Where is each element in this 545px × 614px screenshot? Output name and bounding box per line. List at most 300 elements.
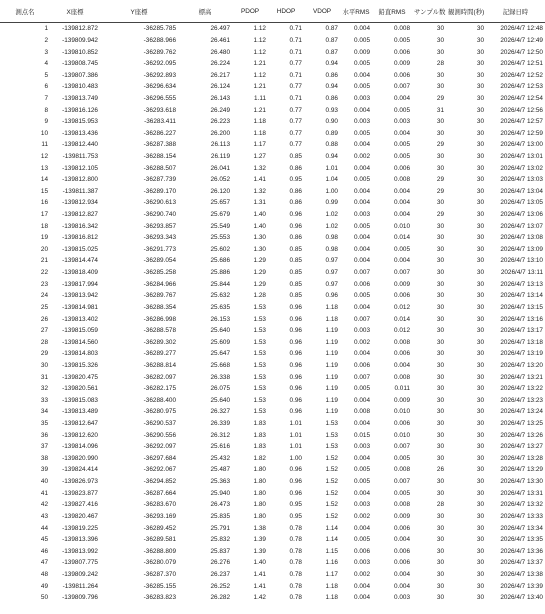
cell-sample-count: 30 <box>436 396 444 404</box>
cell-y-coord: -36288.400 <box>143 396 176 404</box>
cell-observation-time: 30 <box>476 176 484 184</box>
cell-vdop: 1.52 <box>325 512 338 520</box>
cell-record-datetime: 2026/4/7 13:15 <box>500 303 543 311</box>
cell-elevation: 25.835 <box>210 512 230 520</box>
cell-vertical-rms: 0.004 <box>394 582 410 590</box>
cell-vertical-rms: 0.014 <box>394 234 410 242</box>
cell-point-name: 25 <box>40 303 48 311</box>
cell-record-datetime: 2026/4/7 13:05 <box>500 199 543 207</box>
cell-hdop: 0.71 <box>289 71 302 79</box>
cell-vertical-rms: 0.004 <box>394 570 410 578</box>
cell-vertical-rms: 0.005 <box>394 36 410 44</box>
cell-x-coord: -139820.475 <box>62 373 98 381</box>
cell-hdop: 0.78 <box>289 570 302 578</box>
table-row <box>0 232 545 244</box>
cell-y-coord: -36283.670 <box>143 501 176 509</box>
cell-x-coord: -139814.560 <box>62 338 98 346</box>
cell-y-coord: -36289.452 <box>143 524 176 532</box>
cell-sample-count: 30 <box>436 431 444 439</box>
cell-observation-time: 30 <box>476 141 484 149</box>
cell-y-coord: -36292.893 <box>143 71 176 79</box>
cell-record-datetime: 2026/4/7 12:59 <box>500 129 543 137</box>
cell-hdop: 0.86 <box>289 234 302 242</box>
cell-vertical-rms: 0.007 <box>394 83 410 91</box>
cell-horizontal-rms: 0.004 <box>354 396 370 404</box>
cell-hdop: 0.96 <box>289 338 302 346</box>
cell-record-datetime: 2026/4/7 13:22 <box>500 385 543 393</box>
cell-elevation: 26.153 <box>210 315 230 323</box>
cell-y-coord: -36289.762 <box>143 48 176 56</box>
cell-record-datetime: 2026/4/7 13:13 <box>500 280 543 288</box>
cell-point-name: 5 <box>44 71 48 79</box>
cell-point-name: 42 <box>40 501 48 509</box>
cell-hdop: 0.85 <box>289 292 302 300</box>
cell-record-datetime: 2026/4/7 13:06 <box>500 211 543 219</box>
cell-observation-time: 30 <box>476 269 484 277</box>
cell-elevation: 26.217 <box>210 71 230 79</box>
table-row <box>0 209 545 221</box>
cell-vertical-rms: 0.005 <box>394 153 410 160</box>
cell-x-coord: -139812.620 <box>62 431 98 439</box>
cell-vertical-rms: 0.008 <box>394 338 410 346</box>
table-row <box>0 174 545 186</box>
header-observation-time: 観測時間(秒) <box>446 0 486 23</box>
cell-hdop: 0.96 <box>289 303 302 311</box>
cell-pdop: 1.12 <box>253 48 266 56</box>
cell-record-datetime: 2026/4/7 13:04 <box>500 187 543 195</box>
cell-horizontal-rms: 0.005 <box>354 83 370 91</box>
cell-pdop: 1.41 <box>253 570 266 578</box>
cell-pdop: 1.21 <box>253 83 266 91</box>
cell-hdop: 0.95 <box>289 501 302 509</box>
cell-vertical-rms: 0.005 <box>394 106 410 114</box>
cell-sample-count: 30 <box>436 443 444 451</box>
cell-record-datetime: 2026/4/7 12:52 <box>500 71 543 79</box>
cell-record-datetime: 2026/4/7 13:10 <box>500 257 543 265</box>
cell-point-name: 3 <box>44 48 48 56</box>
cell-elevation: 25.632 <box>210 292 230 300</box>
table-row <box>0 81 545 93</box>
table-row <box>0 197 545 209</box>
cell-sample-count: 30 <box>436 280 444 288</box>
cell-vertical-rms: 0.006 <box>394 164 410 172</box>
cell-hdop: 0.77 <box>289 129 302 137</box>
cell-sample-count: 30 <box>436 71 444 79</box>
cell-record-datetime: 2026/4/7 13:18 <box>500 338 543 346</box>
cell-point-name: 8 <box>44 106 48 114</box>
cell-elevation: 26.075 <box>210 385 230 393</box>
cell-observation-time: 30 <box>476 582 484 590</box>
cell-vdop: 0.87 <box>325 36 338 44</box>
cell-hdop: 0.96 <box>289 408 302 416</box>
cell-pdop: 1.53 <box>253 373 266 381</box>
cell-pdop: 1.41 <box>253 176 266 184</box>
cell-x-coord: -139811.753 <box>62 153 98 160</box>
cell-observation-time: 30 <box>476 129 484 137</box>
cell-horizontal-rms: 0.003 <box>354 559 370 567</box>
cell-record-datetime: 2026/4/7 13:01 <box>500 153 543 160</box>
cell-vertical-rms: 0.004 <box>394 187 410 195</box>
cell-record-datetime: 2026/4/7 13:38 <box>500 570 543 578</box>
cell-vertical-rms: 0.005 <box>394 454 410 462</box>
cell-vertical-rms: 0.004 <box>394 211 410 219</box>
table-row <box>0 139 545 151</box>
cell-vertical-rms: 0.005 <box>394 141 410 149</box>
cell-y-coord: -36288.966 <box>143 36 176 44</box>
cell-point-name: 50 <box>40 594 48 602</box>
table-row <box>0 348 545 360</box>
cell-point-name: 48 <box>40 570 48 578</box>
cell-horizontal-rms: 0.005 <box>354 36 370 44</box>
cell-x-coord: -139812.827 <box>62 211 98 219</box>
cell-elevation: 25.686 <box>210 257 230 265</box>
table-row <box>0 429 545 441</box>
cell-x-coord: -139813.489 <box>62 408 98 416</box>
cell-sample-count: 30 <box>436 373 444 381</box>
cell-hdop: 0.78 <box>289 582 302 590</box>
table-row <box>0 104 545 116</box>
cell-point-name: 39 <box>40 466 48 474</box>
cell-observation-time: 30 <box>476 373 484 381</box>
cell-point-name: 45 <box>40 536 48 544</box>
cell-hdop: 0.78 <box>289 536 302 544</box>
cell-elevation: 26.276 <box>210 559 230 567</box>
table-row <box>0 441 545 453</box>
cell-point-name: 44 <box>40 524 48 532</box>
cell-horizontal-rms: 0.008 <box>354 408 370 416</box>
table-row <box>0 336 545 348</box>
cell-pdop: 1.11 <box>254 94 266 102</box>
cell-sample-count: 30 <box>436 489 444 497</box>
cell-elevation: 25.668 <box>210 361 230 369</box>
cell-horizontal-rms: 0.005 <box>354 60 370 68</box>
cell-pdop: 1.32 <box>253 164 266 172</box>
cell-observation-time: 30 <box>476 385 484 393</box>
cell-vdop: 0.89 <box>325 129 338 137</box>
cell-y-coord: -36286.227 <box>143 129 176 137</box>
cell-vertical-rms: 0.007 <box>394 478 410 486</box>
cell-horizontal-rms: 0.003 <box>354 118 370 126</box>
cell-point-name: 41 <box>40 489 48 497</box>
cell-vertical-rms: 0.004 <box>394 129 410 137</box>
cell-pdop: 1.28 <box>253 292 266 300</box>
cell-horizontal-rms: 0.004 <box>354 303 370 311</box>
cell-pdop: 1.18 <box>253 118 266 126</box>
cell-x-coord: -139813.992 <box>62 547 98 555</box>
cell-hdop: 0.78 <box>289 594 302 602</box>
table-row <box>0 499 545 511</box>
cell-elevation: 26.224 <box>210 60 230 68</box>
cell-horizontal-rms: 0.004 <box>354 199 370 207</box>
cell-x-coord: -139812.872 <box>62 25 98 33</box>
cell-horizontal-rms: 0.003 <box>354 443 370 451</box>
cell-pdop: 1.12 <box>253 36 266 44</box>
table-row <box>0 302 545 314</box>
cell-sample-count: 30 <box>436 420 444 428</box>
cell-point-name: 22 <box>40 269 48 277</box>
cell-sample-count: 30 <box>436 118 444 126</box>
cell-horizontal-rms: 0.004 <box>354 489 370 497</box>
cell-y-coord: -36290.556 <box>143 431 176 439</box>
cell-vertical-rms: 0.006 <box>394 71 410 79</box>
cell-elevation: 26.473 <box>210 501 230 509</box>
cell-vdop: 1.18 <box>325 594 338 602</box>
cell-elevation: 25.609 <box>210 338 230 346</box>
cell-record-datetime: 2026/4/7 13:28 <box>500 454 543 462</box>
cell-observation-time: 30 <box>476 211 484 219</box>
cell-observation-time: 30 <box>476 222 484 230</box>
cell-observation-time: 30 <box>476 327 484 335</box>
cell-y-coord: -36293.857 <box>143 222 176 230</box>
cell-y-coord: -36289.054 <box>143 257 176 265</box>
cell-vdop: 1.52 <box>325 454 338 462</box>
cell-vertical-rms: 0.006 <box>394 524 410 532</box>
cell-horizontal-rms: 0.004 <box>354 594 370 602</box>
cell-hdop: 0.96 <box>289 396 302 404</box>
cell-observation-time: 30 <box>476 466 484 474</box>
cell-observation-time: 30 <box>476 83 484 91</box>
cell-horizontal-rms: 0.007 <box>354 315 370 323</box>
cell-point-name: 13 <box>40 164 48 172</box>
cell-sample-count: 30 <box>436 257 444 265</box>
cell-vdop: 0.97 <box>325 280 338 288</box>
cell-x-coord: -139826.973 <box>62 478 98 486</box>
cell-vertical-rms: 0.014 <box>394 315 410 323</box>
cell-sample-count: 30 <box>436 582 444 590</box>
table-row <box>0 69 545 81</box>
cell-sample-count: 30 <box>436 129 444 137</box>
cell-vdop: 1.19 <box>325 350 338 358</box>
cell-vertical-rms: 0.003 <box>394 118 410 126</box>
cell-pdop: 1.53 <box>253 385 266 393</box>
cell-vertical-rms: 0.003 <box>394 594 410 602</box>
cell-hdop: 0.85 <box>289 245 302 253</box>
cell-horizontal-rms: 0.004 <box>354 582 370 590</box>
cell-vertical-rms: 0.008 <box>394 176 410 184</box>
cell-hdop: 0.96 <box>289 327 302 335</box>
cell-elevation: 26.327 <box>210 408 230 416</box>
cell-hdop: 0.77 <box>289 118 302 126</box>
cell-observation-time: 30 <box>476 36 484 44</box>
cell-elevation: 25.635 <box>210 303 230 311</box>
cell-observation-time: 30 <box>476 559 484 567</box>
cell-hdop: 0.96 <box>289 222 302 230</box>
cell-x-coord: -139818.409 <box>62 269 98 277</box>
cell-x-coord: -139811.264 <box>62 582 98 590</box>
cell-y-coord: -36287.739 <box>143 176 176 184</box>
cell-vdop: 1.53 <box>325 420 338 428</box>
cell-x-coord: -139819.225 <box>62 524 98 532</box>
cell-hdop: 0.86 <box>289 187 302 195</box>
cell-point-name: 11 <box>41 141 48 149</box>
cell-point-name: 18 <box>40 222 48 230</box>
cell-hdop: 0.77 <box>289 106 302 114</box>
cell-elevation: 26.497 <box>210 25 230 33</box>
cell-record-datetime: 2026/4/7 13:37 <box>500 559 543 567</box>
cell-vdop: 1.14 <box>325 524 338 532</box>
cell-vdop: 0.86 <box>325 94 338 102</box>
table-row <box>0 127 545 139</box>
cell-vdop: 1.04 <box>325 176 338 184</box>
table-row <box>0 418 545 430</box>
cell-point-name: 40 <box>40 478 48 486</box>
cell-sample-count: 30 <box>436 524 444 532</box>
cell-observation-time: 30 <box>476 187 484 195</box>
cell-vertical-rms: 0.006 <box>394 350 410 358</box>
cell-observation-time: 30 <box>476 350 484 358</box>
cell-x-coord: -139812.800 <box>62 176 98 184</box>
cell-point-name: 33 <box>40 396 48 404</box>
cell-horizontal-rms: 0.002 <box>354 570 370 578</box>
table-row <box>0 360 545 372</box>
cell-vdop: 1.18 <box>325 315 338 323</box>
cell-y-coord: -36289.277 <box>143 350 176 358</box>
cell-hdop: 1.00 <box>289 454 302 462</box>
cell-hdop: 0.96 <box>289 315 302 323</box>
cell-y-coord: -36284.966 <box>143 280 176 288</box>
cell-vdop: 1.52 <box>325 489 338 497</box>
cell-pdop: 1.40 <box>253 222 266 230</box>
cell-record-datetime: 2026/4/7 13:03 <box>500 176 543 184</box>
cell-y-coord: -36291.773 <box>143 245 176 253</box>
cell-hdop: 0.78 <box>289 559 302 567</box>
cell-sample-count: 30 <box>436 385 444 393</box>
cell-vdop: 1.19 <box>325 373 338 381</box>
cell-point-name: 26 <box>40 315 48 323</box>
cell-y-coord: -36297.684 <box>143 454 176 462</box>
cell-vdop: 0.98 <box>325 245 338 253</box>
cell-elevation: 25.940 <box>210 489 230 497</box>
cell-observation-time: 30 <box>476 257 484 265</box>
cell-x-coord: -139827.416 <box>62 501 98 509</box>
cell-x-coord: -139810.852 <box>62 48 98 56</box>
cell-observation-time: 30 <box>476 524 484 532</box>
cell-sample-count: 29 <box>436 211 444 219</box>
header-row <box>0 0 545 23</box>
cell-x-coord: -139814.803 <box>62 350 98 358</box>
cell-y-coord: -36287.370 <box>143 570 176 578</box>
cell-observation-time: 30 <box>476 292 484 300</box>
header-hdop: HDOP <box>268 0 304 23</box>
cell-x-coord: -139815.059 <box>62 327 98 335</box>
cell-record-datetime: 2026/4/7 13:07 <box>500 222 543 230</box>
cell-vdop: 0.87 <box>325 48 338 56</box>
cell-horizontal-rms: 0.004 <box>354 234 370 242</box>
cell-horizontal-rms: 0.003 <box>354 211 370 219</box>
cell-y-coord: -36296.555 <box>143 94 176 102</box>
cell-horizontal-rms: 0.003 <box>354 501 370 509</box>
cell-vertical-rms: 0.007 <box>394 269 410 277</box>
cell-observation-time: 30 <box>476 501 484 509</box>
cell-x-coord: -139823.877 <box>62 489 98 497</box>
cell-observation-time: 30 <box>476 234 484 242</box>
cell-y-coord: -36280.079 <box>143 559 176 567</box>
cell-pdop: 1.32 <box>253 187 266 195</box>
cell-elevation: 25.657 <box>210 199 230 207</box>
cell-vdop: 1.00 <box>325 187 338 195</box>
cell-observation-time: 30 <box>476 408 484 416</box>
cell-hdop: 0.96 <box>289 373 302 381</box>
cell-y-coord: -36288.354 <box>143 303 176 311</box>
cell-point-name: 24 <box>40 292 48 300</box>
cell-point-name: 2 <box>44 36 48 44</box>
cell-pdop: 1.83 <box>253 431 266 439</box>
table-row <box>0 522 545 534</box>
table-body <box>0 23 545 604</box>
cell-horizontal-rms: 0.004 <box>354 245 370 253</box>
table-row <box>0 244 545 256</box>
cell-observation-time: 30 <box>476 547 484 555</box>
cell-x-coord: -139813.436 <box>62 129 98 137</box>
cell-sample-count: 30 <box>436 269 444 277</box>
cell-horizontal-rms: 0.007 <box>354 373 370 381</box>
cell-x-coord: -139810.483 <box>62 83 98 91</box>
cell-horizontal-rms: 0.002 <box>354 338 370 346</box>
cell-record-datetime: 2026/4/7 13:32 <box>500 501 543 509</box>
cell-elevation: 25.363 <box>210 478 230 486</box>
cell-pdop: 1.53 <box>253 338 266 346</box>
cell-y-coord: -36287.664 <box>143 489 176 497</box>
cell-hdop: 1.01 <box>289 420 302 428</box>
cell-vertical-rms: 0.009 <box>394 396 410 404</box>
cell-hdop: 0.96 <box>289 211 302 219</box>
cell-sample-count: 29 <box>436 176 444 184</box>
cell-y-coord: -36293.618 <box>143 106 176 114</box>
cell-sample-count: 30 <box>436 478 444 486</box>
cell-x-coord: -139815.326 <box>62 361 98 369</box>
cell-elevation: 26.124 <box>210 83 230 91</box>
cell-vdop: 1.01 <box>325 164 338 172</box>
cell-y-coord: -36292.095 <box>143 60 176 68</box>
cell-horizontal-rms: 0.005 <box>354 176 370 184</box>
cell-pdop: 1.53 <box>253 303 266 311</box>
cell-vdop: 0.98 <box>325 234 338 242</box>
cell-vdop: 0.97 <box>325 257 338 265</box>
cell-x-coord: -139807.775 <box>62 559 98 567</box>
table-row <box>0 453 545 465</box>
cell-elevation: 25.487 <box>210 466 230 474</box>
cell-vdop: 1.17 <box>325 570 338 578</box>
cell-pdop: 1.53 <box>253 315 266 323</box>
cell-sample-count: 30 <box>436 454 444 462</box>
cell-sample-count: 30 <box>436 164 444 172</box>
cell-hdop: 0.96 <box>289 466 302 474</box>
cell-y-coord: -36288.809 <box>143 547 176 555</box>
cell-hdop: 1.01 <box>289 443 302 451</box>
cell-vertical-rms: 0.006 <box>394 420 410 428</box>
cell-observation-time: 30 <box>476 118 484 126</box>
cell-sample-count: 30 <box>436 408 444 416</box>
cell-horizontal-rms: 0.006 <box>354 361 370 369</box>
cell-horizontal-rms: 0.005 <box>354 478 370 486</box>
cell-pdop: 1.29 <box>253 269 266 277</box>
cell-record-datetime: 2026/4/7 13:34 <box>500 524 543 532</box>
cell-vdop: 1.19 <box>325 338 338 346</box>
cell-record-datetime: 2026/4/7 13:36 <box>500 547 543 555</box>
cell-record-datetime: 2026/4/7 13:19 <box>500 350 543 358</box>
cell-point-name: 38 <box>40 454 48 462</box>
cell-record-datetime: 2026/4/7 13:14 <box>500 292 543 300</box>
cell-record-datetime: 2026/4/7 13:30 <box>500 478 543 486</box>
cell-hdop: 0.71 <box>289 36 302 44</box>
cell-pdop: 1.18 <box>253 129 266 137</box>
cell-horizontal-rms: 0.009 <box>354 48 370 56</box>
cell-x-coord: -139816.126 <box>62 106 98 114</box>
cell-hdop: 1.01 <box>289 431 302 439</box>
cell-elevation: 26.252 <box>210 582 230 590</box>
cell-x-coord: -139814.981 <box>62 303 98 311</box>
cell-elevation: 25.616 <box>210 443 230 451</box>
